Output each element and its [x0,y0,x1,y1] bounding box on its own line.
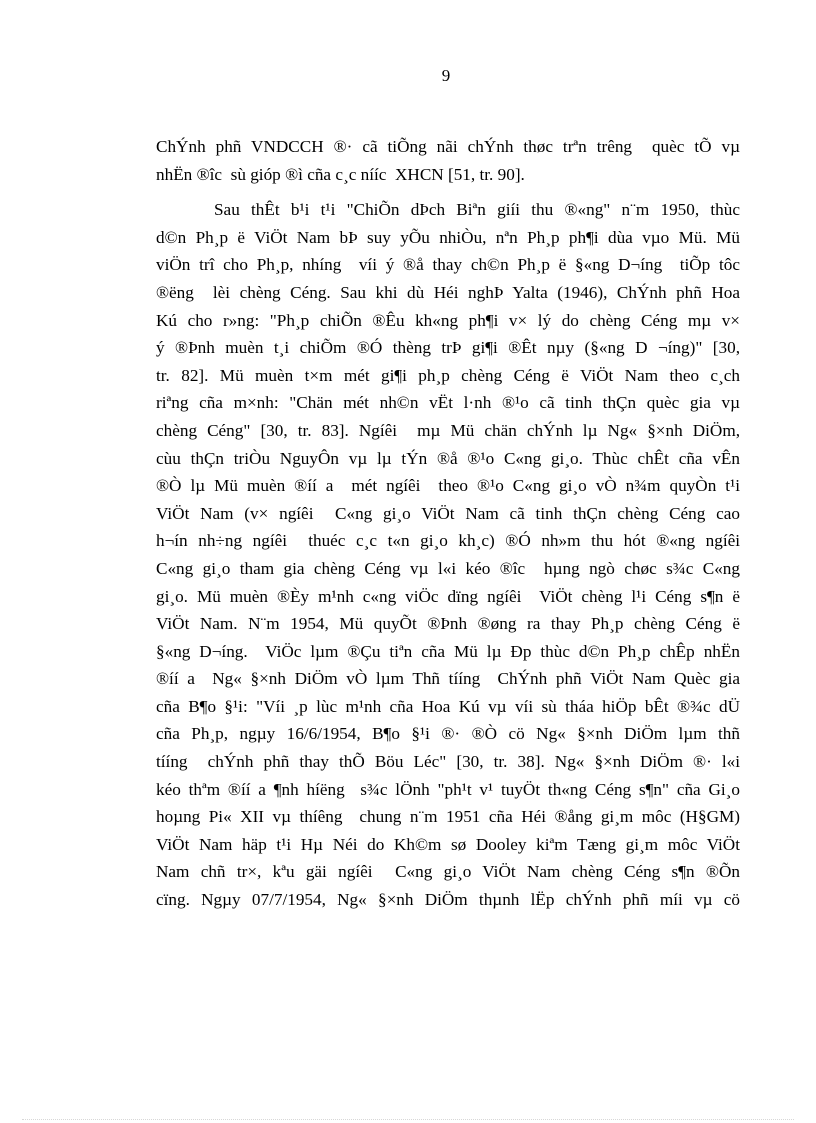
text-line: ®íí a Ng« §×nh DiÖm vÒ lµm Thñ tííng ChÝnh phñ ViÖt Nam Quèc gia [156,669,740,689]
text-line: riªng cña m×nh: "Chän mét nh©n vËt l·nh ®¹o cã tinh thÇn quèc gia vµ [156,393,740,413]
text-line: ý ®Þnh muèn t¸i chiÕm ®Ó thèng trÞ gi¶i ®Êt nµy (§«ng D ¬íng)" [30, [156,338,740,358]
page-number: 9 [441,66,451,85]
text-line: cña B¶o §¹i: "Víi ¸p lùc m¹nh cña Hoa Kú vµ víi sù tháa hiÖp bÊt ®¾c dÜ [156,696,740,716]
text-line: tííng chÝnh phñ thay thÕ Böu Léc" [30, tr. 38]. Ng« §×nh DiÖm ®· l«i [156,752,740,772]
text-line: §«ng D¬íng. ViÖc lµm ®Çu tiªn cña Mü lµ Ðp thùc d©n Ph¸p chÊp nhËn [156,641,740,661]
text-line: gi¸o. Mü muèn ®Èy m¹nh c«ng viÖc dïng ngíêi ViÖt chèng l¹i Céng s¶n ë [156,586,740,606]
text-line: ®ëng lèi chèng Céng. Sau khi dù Héi nghÞ Yalta (1946), ChÝnh phñ Hoa [156,282,740,302]
text-line: h¬ín nh÷ng ngíêi thuéc c¸c t«n gi¸o kh¸c) ®Ó nh»m thu hót ®«ng ngíêi [156,531,740,551]
text-line: cña Ph¸p, ngµy 16/6/1954, B¶o §¹i ®· ®Ò cö Ng« §×nh DiÖm lµm thñ [156,724,740,744]
text-line: Nam chñ tr×, kªu gäi ngíêi C«ng gi¸o ViÖt Nam chèng Céng s¶n ®Õn [156,862,740,882]
paragraph-2 [156,196,740,913]
text-line: cïng. Ngµy 07/7/1954, Ng« §×nh DiÖm thµnh lËp chÝnh phñ míi vµ cö [156,890,740,910]
text-line: kéo thªm ®íí a ¶nh híëng s¾c lÖnh "ph¹t v¹ tuyÖt th«ng Céng s¶n" cña Gi¸o [156,779,740,799]
text-line: chèng Céng" [30, tr. 83]. Ngíêi mµ Mü chän chÝnh lµ Ng« §×nh DiÖm, [156,420,740,440]
footer-divider [22,1119,794,1120]
text-line: d©n Ph¸p ë ViÖt Nam bÞ suy yÕu nhiÒu, nªn Ph¸p ph¶i dùa vµo Mü. Mü [156,227,740,247]
text-line: Kú cho r»ng: "Ph¸p chiÕn ®Êu kh«ng ph¶i v× lý do chèng Céng mµ v× [156,310,740,330]
body-text [156,133,740,914]
text-line: hoµng Pi« XII vµ thíêng chung n¨m 1951 cña Héi ®ång gi¸m môc (H§GM) [156,807,740,827]
text-line: tr. 82]. Mü muèn t×m mét gi¶i ph¸p chèng Céng ë ViÖt Nam theo c¸ch [156,365,740,385]
text-line: nhËn ®îc sù gióp ®ì cña c¸c nííc XHCN [51, tr. 90]. [156,164,525,184]
text-line: cùu thÇn triÒu NguyÔn vµ lµ tÝn ®å ®¹o C«ng gi¸o. Thùc chÊt cña vÊn [156,448,740,468]
text-line: C«ng gi¸o tham gia chèng Céng vµ l«i kéo ®îc hµng ngò chøc s¾c C«ng [156,558,740,578]
text-line: ViÖt Nam. N¨m 1954, Mü quyÕt ®Þnh ®øng ra thay Ph¸p chèng Céng ë [156,614,740,634]
paragraph-1 [156,133,740,188]
text-line: ViÖt Nam häp t¹i Hµ Néi do Kh©m sø Dooley kiªm Tæng gi¸m môc ViÖt [156,834,740,854]
text-line: ®Ò lµ Mü muèn ®íí a mét ngíêi theo ®¹o C«ng gi¸o vÒ n¾m quyÒn t¹i [156,476,740,496]
text-line: Sau thÊt b¹i t¹i "ChiÕn dÞch Biªn giíi thu ®«ng" n¨m 1950, thùc [214,200,740,220]
text-line: ViÖt Nam (v× ngíêi C«ng gi¸o ViÖt Nam cã tinh thÇn chèng Céng cao [156,503,740,523]
text-line: viÖn trî cho Ph¸p, nhíng víi ý ®å thay ch©n Ph¸p ë §«ng D¬íng tiÕp tôc [156,255,740,275]
text-line: ChÝnh phñ VNDCCH ®· cã tiÕng nãi chÝnh thøc trªn trêng quèc tÕ vµ [156,137,740,156]
